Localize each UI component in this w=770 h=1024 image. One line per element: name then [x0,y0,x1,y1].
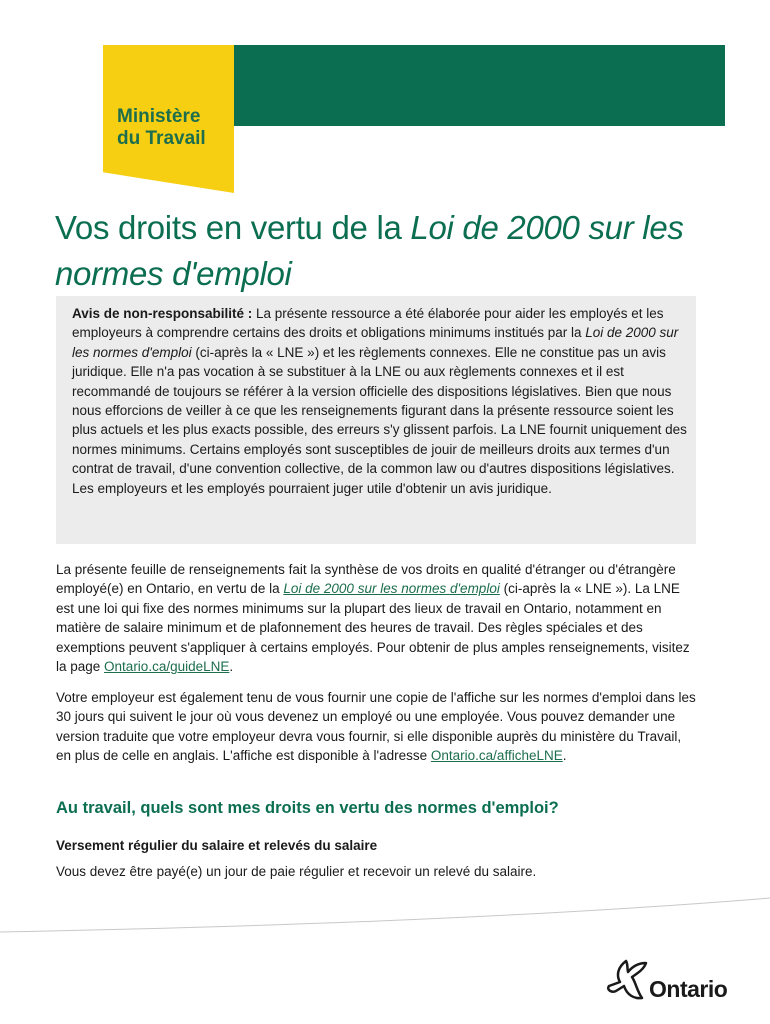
disclaimer-box [56,296,696,544]
ministry-name [117,106,206,150]
disclaimer-text-2: (ci-après la « LNE ») et les règlements connexes. Elle ne constitue pas un avis juridique. Elle n'a pas vocation à se substituer à la LNE ou aux règlements connexes et il est recommandé de toujours se référer à la version officielle des dispositions législatives. Bien que nous nous efforcions de veiller à ce que les renseignements figurant dans la présente ressource soient les plus actuels et les plus exacts possible, des erreurs s'y glissent parfois. La LNE fournit uniquement des normes minimums. Certains employés sont susceptibles de jouir de meilleurs droits aux termes d'un contrat de travail, d'une convention collective, de la common law ou d'autres dispositions législatives. Les employeurs et les employés pourraient juger utile d'obtenir un avis juridique. [72,344,687,496]
disclaimer-text-1: La présente ressource a été élaborée pour aider les employés et les employeurs à comprendre certains des droits et obligations minimums institués par la [72,306,664,341]
ontario-logo-text: Ontario [649,976,728,1002]
disclaimer-label: Avis de non-responsabilité : [72,306,253,321]
affiche-lne-link[interactable]: Ontario.ca/afficheLNE [430,748,563,764]
para2-text-2: . [562,748,567,764]
para1-text-2: (ci-après la « LNE »). La LNE est une loi qui fixe des normes minimums sur la plupart des lieux de travail en Ontario, notamment en matière de salaire minimum et de plafonnement des heures de travail. Des règles spéciales et des exemptions peuvent s'appliquer à certains employés. Pour obtenir de plus amples renseignements, visitez la page [56,581,690,675]
para1-text-3: . [229,659,234,675]
page-title [55,205,715,297]
ministry-line-2: du Travail [117,128,206,149]
disclaimer-law: Loi de 2000 sur les normes d'emploi [72,325,679,360]
ministry-line-1: Ministère [117,106,201,127]
para2-text-1: Votre employeur est également tenu de vous fournir une copie de l'affiche sur les normes d'emploi dans les 30 jours qui suivent le jour où vous devenez un employé ou une employée. Vous pouvez demander une version traduite que votre employeur devra vous fournir, si elle disponible auprès du ministère du Travail, en plus de celle en anglais. L'affiche est disponible à l'adresse [56,690,696,764]
footer-curve [0,890,770,950]
poster-paragraph [56,688,696,766]
title-part-1: Vos droits en vertu de la [55,209,411,246]
section-heading: Au travail, quels sont mes droits en vertu des normes d'emploi? [56,799,559,817]
intro-paragraph [56,560,696,676]
pay-paragraph: Vous devez être payé(e) un jour de paie régulier et recevoir un relevé du salaire. [56,864,537,879]
subheading: Versement régulier du salaire et relevés du salaire [56,838,378,853]
para1-text-1: La présente feuille de renseignements fait la synthèse de vos droits en qualité d'étranger ou d'étrangère employé(e) en Ontario, en vertu de la [56,562,676,597]
title-part-2: Loi de 2000 sur les normes d'emploi [55,209,684,292]
lne-law-link[interactable]: Loi de 2000 sur les normes d'emploi [283,581,500,597]
guide-lne-link[interactable]: Ontario.ca/guideLNE [104,659,230,675]
